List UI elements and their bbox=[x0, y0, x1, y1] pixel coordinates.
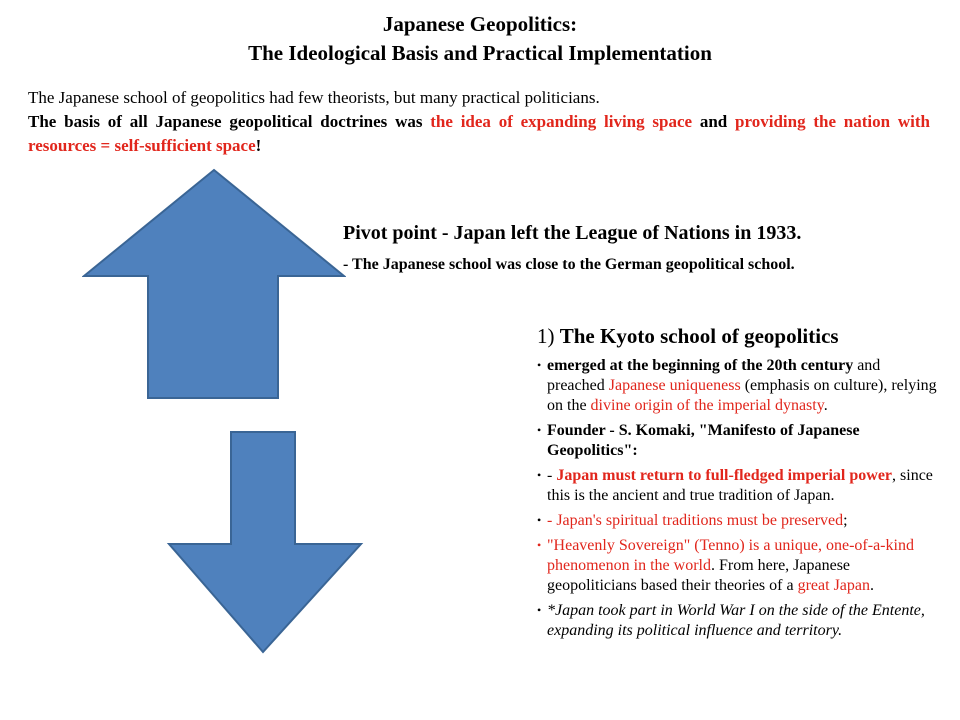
item2-text: Founder - S. Komaki, "Manifesto of Japanese Geopolitics": bbox=[547, 422, 860, 459]
item1-text-b: (emphasis on culture), relying on the bbox=[547, 377, 937, 414]
kyoto-bullet-list bbox=[537, 356, 937, 641]
pivot-heading: Pivot point - Japan left the League of Nations in 1933. bbox=[343, 222, 802, 244]
bullet-icon: • bbox=[537, 538, 542, 552]
item1-highlight-2: divine origin of the imperial dynasty bbox=[590, 397, 824, 414]
item5-text-a: . From here, Japanese geopoliticians based their theories of a bbox=[547, 557, 851, 594]
kyoto-school-block bbox=[537, 322, 937, 646]
intro-text bbox=[28, 86, 930, 158]
up-arrow-shape bbox=[84, 170, 344, 398]
list-item bbox=[537, 356, 937, 416]
pivot-subtext: - The Japanese school was close to the German geopolitical school. bbox=[343, 256, 795, 273]
item1-bold: emerged at the beginning of the 20th century bbox=[547, 357, 854, 374]
pivot-block bbox=[343, 220, 823, 276]
intro-paragraph-2 bbox=[28, 110, 930, 158]
intro-p2-text-a: The basis of all Japanese geopolitical doctrines was bbox=[28, 112, 431, 131]
item5-highlight-1: "Heavenly Sovereign" (Tenno) is a unique, one-of-a-kind phenomenon in the world bbox=[547, 537, 914, 574]
list-item bbox=[537, 466, 937, 506]
down-arrow-shape bbox=[169, 432, 361, 652]
list-item bbox=[537, 511, 937, 531]
item5-text-b: . bbox=[870, 577, 874, 594]
list-item bbox=[537, 536, 937, 596]
item1-text-a: and preached bbox=[547, 357, 881, 394]
item1-text-c: . bbox=[823, 397, 828, 414]
up-arrow-icon bbox=[82, 168, 346, 400]
bullet-icon: • bbox=[537, 468, 542, 482]
kyoto-heading bbox=[537, 322, 937, 350]
item6-text: *Japan took part in World War I on the side of the Entente, expanding its political influence and territory. bbox=[547, 602, 925, 639]
list-item bbox=[537, 601, 937, 641]
intro-p2-highlight-2: providing the nation with resources = self-sufficient space bbox=[28, 112, 930, 155]
title-line-1: Japanese Geopolitics: bbox=[382, 12, 578, 36]
slide-title bbox=[0, 10, 960, 68]
kyoto-heading-number: 1) bbox=[537, 324, 555, 348]
title-line-2: The Ideological Basis and Practical Implementation bbox=[248, 41, 712, 65]
intro-p2-text-b: and bbox=[692, 112, 736, 131]
bullet-icon: • bbox=[537, 423, 542, 437]
item3-text-a: - bbox=[547, 467, 557, 484]
item4-text: ; bbox=[843, 512, 848, 529]
bullet-icon: • bbox=[537, 513, 542, 527]
intro-p2-highlight-1: the idea of expanding living space bbox=[430, 112, 693, 131]
bullet-icon: • bbox=[537, 358, 542, 372]
down-arrow-icon bbox=[165, 430, 365, 656]
item1-highlight-1: Japanese uniqueness bbox=[608, 377, 741, 394]
kyoto-heading-text: The Kyoto school of geopolitics bbox=[559, 324, 839, 348]
intro-p2-text-c: ! bbox=[255, 136, 262, 155]
item3-text-b: , since this is the ancient and true tradition of Japan. bbox=[547, 467, 933, 504]
item5-highlight-2: great Japan bbox=[797, 577, 870, 594]
list-item bbox=[537, 421, 937, 461]
item3-highlight: Japan must return to full-fledged imperial power bbox=[556, 467, 893, 484]
item4-highlight: - Japan's spiritual traditions must be preserved bbox=[547, 512, 844, 529]
bullet-icon: • bbox=[537, 603, 542, 617]
intro-line-1: The Japanese school of geopolitics had few theorists, but many practical politicians. bbox=[28, 88, 600, 107]
